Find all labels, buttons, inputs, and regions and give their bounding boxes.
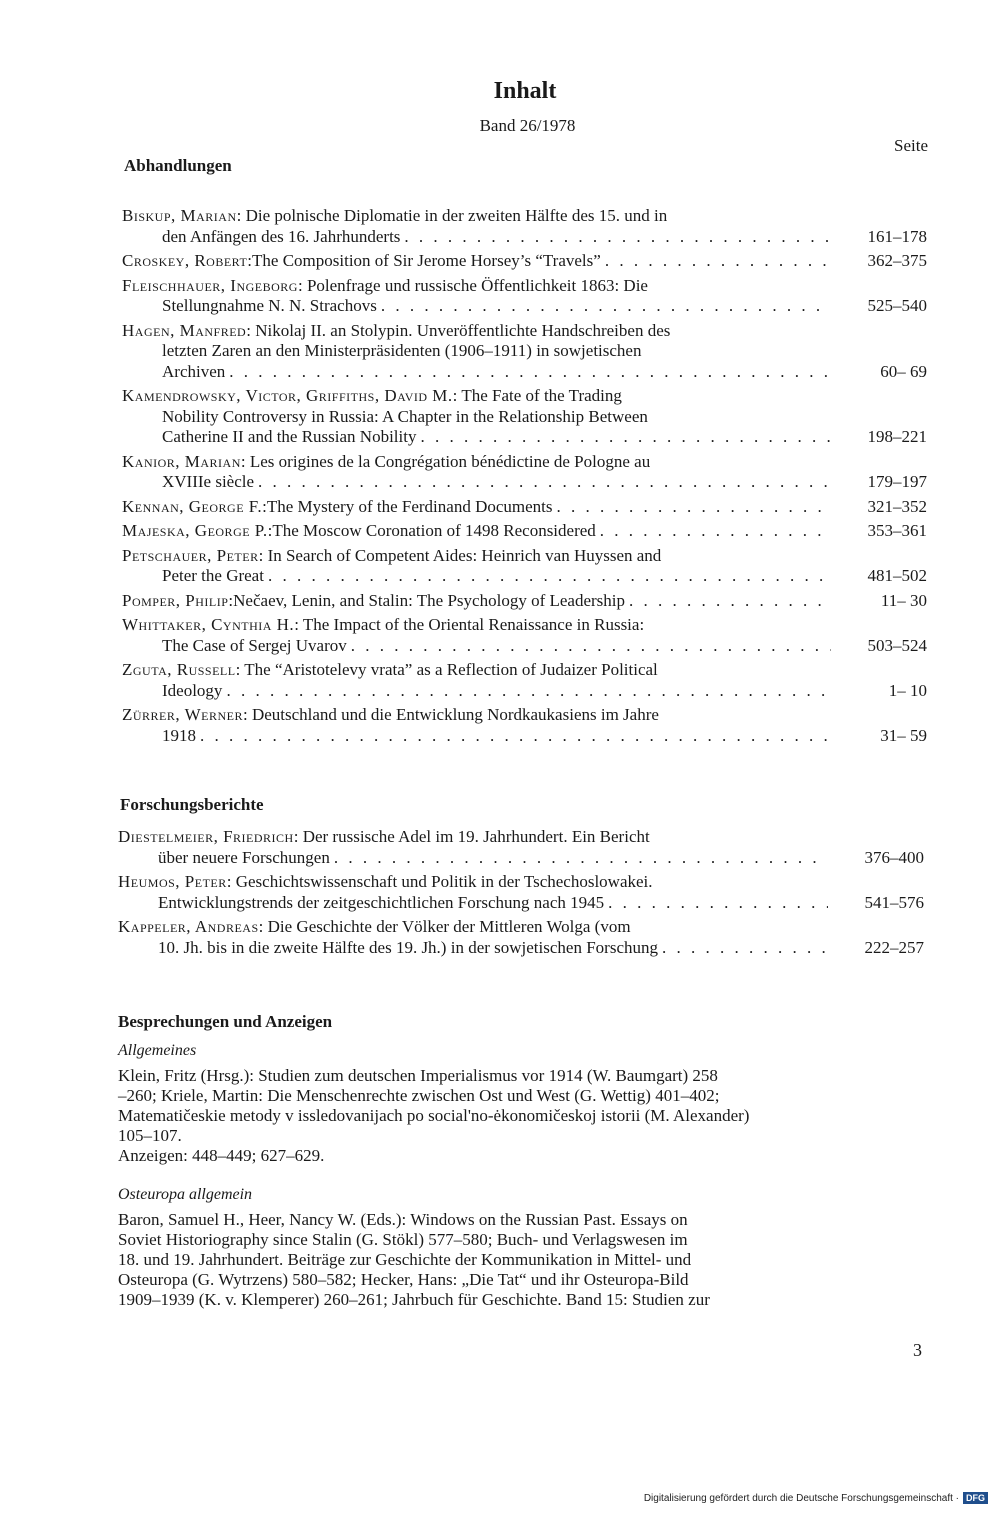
abhandlungen-list — [122, 206, 927, 750]
entry-title-line: The Fate of the Trading — [461, 386, 622, 405]
text-line: Matematičeskie metody v issledovanijach po social'no-ėkonomičeskoj istorii (M. Alexander) — [118, 1106, 750, 1125]
entry-author: Kanior, Marian — [122, 451, 241, 471]
entry-title-line: In Search of Competent Aides: Heinrich van Huyssen and — [267, 545, 662, 565]
toc-entry: Kennan, George F. : The Mystery of the Ferdinand Documents . . . 321–352 — [122, 497, 927, 518]
entry-author: Hagen, Manfred — [122, 320, 247, 340]
dot-leader — [334, 848, 828, 869]
entry-author: Croskey, Robert — [122, 251, 248, 270]
entry-pages: 1– 10 — [888, 680, 927, 700]
text-line: Soviet Historiography since Stalin (G. Stökl) 577–580; Buch- und Verlagswesen im — [118, 1230, 688, 1249]
entry-title-line: The Impact of the Oriental Renaissance in Russia: — [302, 615, 645, 634]
toc-entry: Fleischhauer, Ingeborg: Polenfrage und russische Öffentlichkeit 1863: Die Stellungnahme N. N. Strachovs . . . 525–540 — [122, 276, 927, 317]
entry-title-line: den Anfängen des 16. Jahrhunderts — [162, 226, 401, 246]
text-line: Anzeigen: 448–449; 627–629. — [118, 1146, 325, 1165]
entry-pages: 525–540 — [867, 296, 927, 315]
toc-entry: Heumos, Peter: Geschichtswissenschaft und Politik in der Tschechoslowakei. Entwicklungstrends der zeitgeschichtlichen Forschung nach 1945 . . . 541–576 — [118, 872, 924, 913]
paragraph-osteuropa — [118, 1210, 922, 1310]
entry-title-line: The “Aristotelevy vrata” as a Reflection of Judaizer Political — [244, 660, 658, 679]
entry-author: Majeska, George P. — [122, 521, 268, 540]
toc-entry: Pomper, Philip : Nečaev, Lenin, and Stalin: The Psychology of Leadership . . . 11– 30 — [122, 591, 927, 612]
entry-pages: 179–197 — [867, 472, 927, 491]
entry-author: Heumos, Peter — [118, 872, 227, 891]
dot-leader — [420, 427, 831, 448]
toc-entry: Kanior, Marian: Les origines de la Congrégation bénédictine de Pologne au XVIIIe siècle . . . 179–197 — [122, 452, 927, 493]
entry-pages: 222–257 — [864, 937, 924, 957]
entry-author: Zguta, Russell — [122, 660, 236, 679]
entry-title-line: The Mystery of the Ferdinand Documents — [266, 496, 553, 516]
entry-pages: 161–178 — [867, 226, 927, 246]
page-title: Inhalt — [493, 78, 557, 104]
toc-entry: Zguta, Russell: The “Aristotelevy vrata” as a Reflection of Judaizer Political Ideology . . . 1– 10 — [122, 660, 927, 701]
entry-title-line: letzten Zaren an den Ministerpräsidenten (1906–1911) in sowjetischen — [162, 341, 642, 360]
entry-pages: 481–502 — [867, 566, 927, 585]
paragraph-allgemeines — [118, 1066, 922, 1166]
subheading-osteuropa: Osteuropa allgemein — [118, 1186, 253, 1203]
toc-entry: Zürrer, Werner: Deutschland und die Entwicklung Nordkaukasiens im Jahre 1918 . . . 31– 59 — [122, 705, 927, 746]
entry-title-line: Die Geschichte der Völker der Mittleren Wolga (vom — [267, 917, 631, 936]
dot-leader — [629, 591, 831, 612]
forschungsberichte-list — [118, 827, 924, 962]
toc-entry: Diestelmeier, Friedrich: Der russische Adel im 19. Jahrhundert. Ein Bericht über neuere Forschungen . . . 376–400 — [118, 827, 924, 868]
subheading-allgemeines: Allgemeines — [118, 1042, 197, 1059]
entry-title-line: Der russische Adel im 19. Jahrhundert. Ein Bericht — [302, 827, 650, 846]
entry-title-line: 1918 — [162, 725, 196, 745]
entry-title-line: Archiven — [162, 361, 226, 381]
entry-pages: 11– 30 — [880, 590, 927, 610]
entry-author: Petschauer, Peter — [122, 545, 259, 565]
toc-entry: Kamendrowsky, Victor, Griffiths, David M.: The Fate of the Trading Nobility Controversy in Russia: A Chapter in the Relationship Between Catherine II and the Russian Nobility . . . 198–221 — [122, 386, 927, 448]
entry-pages: 503–524 — [867, 635, 927, 655]
entry-title-line: The Case of Sergej Uvarov — [162, 635, 347, 655]
entry-author: Diestelmeier, Friedrich — [118, 827, 294, 846]
entry-pages: 60– 69 — [880, 361, 927, 381]
dot-leader — [200, 726, 831, 747]
volume-subtitle: Band 26/1978 — [479, 116, 576, 135]
entry-pages: 362–375 — [867, 251, 927, 270]
entry-title-line: Nikolaj II. an Stolypin. Unveröffentlichte Handschreiben des — [255, 320, 671, 340]
footer-text: Digitalisierung gefördert durch die Deutsche Forschungsgemeinschaft · — [643, 1492, 959, 1504]
entry-author: Kennan, George F. — [122, 496, 263, 516]
entry-author: Kappeler, Andreas — [118, 917, 259, 936]
dot-leader — [608, 893, 828, 914]
text-line: 105–107. — [118, 1126, 182, 1145]
entry-title-line: The Moscow Coronation of 1498 Reconsidered — [272, 521, 596, 540]
entry-title-line: Les origines de la Congrégation bénédictine de Pologne au — [249, 451, 651, 471]
entry-pages: 321–352 — [867, 496, 927, 516]
entry-author: Fleischhauer, Ingeborg — [122, 275, 298, 295]
toc-entry: Majeska, George P. : The Moscow Coronation of 1498 Reconsidered . . . 353–361 — [122, 521, 927, 542]
toc-entry: Petschauer, Peter: In Search of Competent Aides: Heinrich van Huyssen and Peter the Great . . . 481–502 — [122, 546, 927, 587]
entry-title-line: Ideology — [162, 680, 223, 700]
dot-leader — [351, 636, 831, 657]
entry-author: Zürrer, Werner — [122, 705, 243, 724]
dot-leader — [381, 296, 831, 317]
dot-leader — [258, 472, 831, 493]
entry-title-line: Entwicklungstrends der zeitgeschichtlichen Forschung nach 1945 — [158, 892, 605, 912]
dot-leader — [662, 938, 828, 959]
text-line: –260; Kriele, Martin: Die Menschenrechte zwischen Ost und West (G. Wettig) 401–402; — [118, 1086, 720, 1105]
toc-entry: Kappeler, Andreas: Die Geschichte der Völker der Mittleren Wolga (vom 10. Jh. bis in die zweite Hälfte des 19. Jh.) in der sowjetischen Forschung . . . 222–257 — [118, 917, 924, 958]
text-line: 18. und 19. Jahrhundert. Beiträge zur Geschichte der Kommunikation in Mittel- und — [118, 1250, 692, 1269]
dot-leader — [226, 681, 831, 702]
entry-title-line: Peter the Great — [162, 566, 264, 585]
seite-label: Seite — [894, 136, 928, 155]
section-heading-forschungsberichte: Forschungsberichte — [120, 795, 264, 814]
footer-credit — [644, 1492, 988, 1504]
entry-pages: 376–400 — [864, 847, 924, 867]
toc-entry: Croskey, Robert : The Composition of Sir Jerome Horsey’s “Travels” . . . 362–375 — [122, 251, 927, 272]
entry-title-line: 10. Jh. bis in die zweite Hälfte des 19. Jh.) in der sowjetischen Forschung — [158, 937, 658, 957]
dot-leader — [605, 251, 831, 272]
entry-author: Whittaker, Cynthia H. — [122, 615, 295, 634]
entry-author: Pomper, Philip — [122, 590, 229, 610]
entry-title-line: Deutschland und die Entwicklung Nordkaukasiens im Jahre — [251, 705, 659, 724]
entry-title-line: Polenfrage und russische Öffentlichkeit 1863: Die — [306, 275, 648, 295]
entry-title-line: Catherine II and the Russian Nobility — [162, 427, 417, 446]
entry-pages: 541–576 — [864, 892, 924, 912]
section-heading-abhandlungen: Abhandlungen — [124, 156, 232, 175]
section-heading-besprechungen: Besprechungen und Anzeigen — [118, 1012, 333, 1031]
entry-title-line: Nečaev, Lenin, and Stalin: The Psychology of Leadership — [233, 590, 625, 610]
dot-leader — [229, 362, 831, 383]
entry-pages: 353–361 — [867, 521, 927, 540]
page-number: 3 — [913, 1340, 922, 1360]
entry-title-line: The Composition of Sir Jerome Horsey’s “Travels” — [252, 251, 601, 270]
entry-title-line: Geschichtswissenschaft und Politik in der Tschechoslowakei. — [235, 872, 653, 891]
entry-title-line: Stellungnahme N. N. Strachovs — [162, 296, 377, 315]
toc-entry: Hagen, Manfred: Nikolaj II. an Stolypin. Unveröffentlichte Handschreiben des letzten Zaren an den Ministerpräsidenten (1906–1911) in sowjetischen Archiven . . . 60– 69 — [122, 321, 927, 383]
toc-entry: Whittaker, Cynthia H.: The Impact of the Oriental Renaissance in Russia: The Case of Sergej Uvarov . . . 503–524 — [122, 615, 927, 656]
dot-leader — [404, 227, 831, 248]
toc-entry: Biskup, Marian: Die polnische Diplomatie in der zweiten Hälfte des 15. und in den Anfängen des 16. Jahrhunderts . . . 161–178 — [122, 206, 927, 247]
text-line: Osteuropa (G. Wytrzens) 580–582; Hecker, Hans: „Die Tat“ und ihr Osteuropa-Bild — [118, 1270, 689, 1289]
entry-author: Biskup, Marian — [122, 206, 237, 225]
dfg-logo: DFG — [963, 1492, 988, 1504]
entry-title-line: XVIIIe siècle — [162, 472, 255, 491]
text-line: Baron, Samuel H., Heer, Nancy W. (Eds.): Windows on the Russian Past. Essays on — [118, 1210, 688, 1229]
entry-title-line: Die polnische Diplomatie in der zweiten Hälfte des 15. und in — [245, 206, 668, 225]
entry-author: Kamendrowsky, Victor, Griffiths, David M. — [122, 386, 453, 405]
text-line: Klein, Fritz (Hrsg.): Studien zum deutschen Imperialismus vor 1914 (W. Baumgart) 258 — [118, 1066, 718, 1085]
dot-leader — [600, 521, 831, 542]
text-line: 1909–1939 (K. v. Klemperer) 260–261; Jahrbuch für Geschichte. Band 15: Studien zur — [118, 1290, 710, 1309]
dot-leader — [557, 497, 831, 518]
entry-title-line: Nobility Controversy in Russia: A Chapter in the Relationship Between — [162, 406, 648, 426]
entry-pages: 31– 59 — [880, 725, 927, 745]
entry-pages: 198–221 — [867, 427, 927, 446]
entry-title-line: über neuere Forschungen — [158, 847, 330, 867]
dot-leader — [268, 566, 831, 587]
